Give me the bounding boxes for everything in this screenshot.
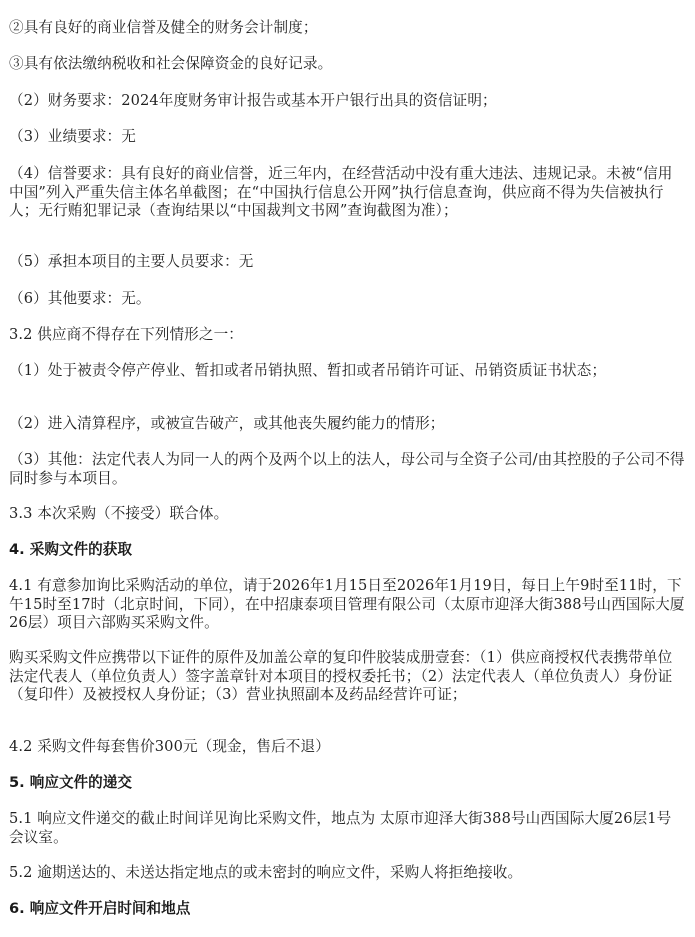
- paragraph-liquidation: （2）进入清算程序，或被宣告破产，或其他丧失履约能力的情形；: [9, 415, 445, 432]
- paragraph-section-4-1: 4.1 有意参加询比采购活动的单位，请于2026年1月15日至2026年1月19日，每日上午9时至11时，下午15时至17时（北京时间，下同），在中招康泰项目管理有限公司（太原市迎泽大街388号山西国际大厦26层）项目六部购买采购文件。: [9, 577, 685, 631]
- paragraph-suspended-status: （1）处于被责令停产停业、暂扣或者吊销执照、暂扣或者吊销许可证、吊销资质证书状态；: [9, 362, 607, 379]
- paragraph-same-representative: （3）其他：法定代表人为同一人的两个及两个以上的法人，母公司与全资子公司/由其控股的子公司不得同时参与本项目。: [9, 451, 685, 487]
- paragraph-credit-requirement: （4）信誉要求：具有良好的商业信誉，近三年内，在经营活动中没有重大违法、违规记录。未被“信用中国”列入严重失信主体名单截图；在“中国执行信息公开网”执行信息查询，供应商不得为失信被执行人；无行贿犯罪记录（查询结果以“中国裁判文书网”查询截图为准）；: [9, 165, 673, 219]
- paragraph-section-5-1: 5.1 响应文件递交的截止时间详见询比采购文件，地点为 太原市迎泽大街388号山西国际大厦26层1号会议室。: [9, 810, 672, 846]
- paragraph-section-3-2: 3.2 供应商不得存在下列情形之一：: [9, 326, 243, 343]
- paragraph-section-4-2: 4.2 采购文件每套售价300元（现金，售后不退）: [9, 738, 330, 755]
- heading-section-6: 6. 响应文件开启时间和地点: [9, 900, 191, 917]
- heading-section-4: 4. 采购文件的获取: [9, 541, 132, 558]
- paragraph-personnel-requirement: （5）承担本项目的主要人员要求：无: [9, 253, 254, 270]
- paragraph-section-3-3: 3.3 本次采购（不接受）联合体。: [9, 505, 229, 522]
- paragraph-other-requirement: （6）其他要求：无。: [9, 290, 151, 307]
- paragraph-financial-requirement: （2）财务要求：2024年度财务审计报告或基本开户银行出具的资信证明；: [9, 92, 497, 109]
- paragraph-tax-record: ③具有依法缴纳税收和社会保障资金的良好记录。: [9, 55, 333, 72]
- paragraph-purchase-documents: 购买采购文件应携带以下证件的原件及加盖公章的复印件胶装成册壹套：（1）供应商授权代表携带单位法定代表人（单位负责人）签字盖章针对本项目的授权委托书；（2）法定代表人（单位负责人）身份证（复印件）及被授权人身份证；（3）营业执照副本及药品经营许可证；: [9, 649, 673, 703]
- heading-section-5: 5. 响应文件的递交: [9, 774, 132, 791]
- paragraph-business-reputation: ②具有良好的商业信誉及健全的财务会计制度；: [9, 19, 318, 36]
- paragraph-performance-requirement: （3）业绩要求：无: [9, 128, 136, 145]
- paragraph-section-5-2: 5.2 逾期送达的、未送达指定地点的或未密封的响应文件，采购人将拒绝接收。: [9, 864, 523, 881]
